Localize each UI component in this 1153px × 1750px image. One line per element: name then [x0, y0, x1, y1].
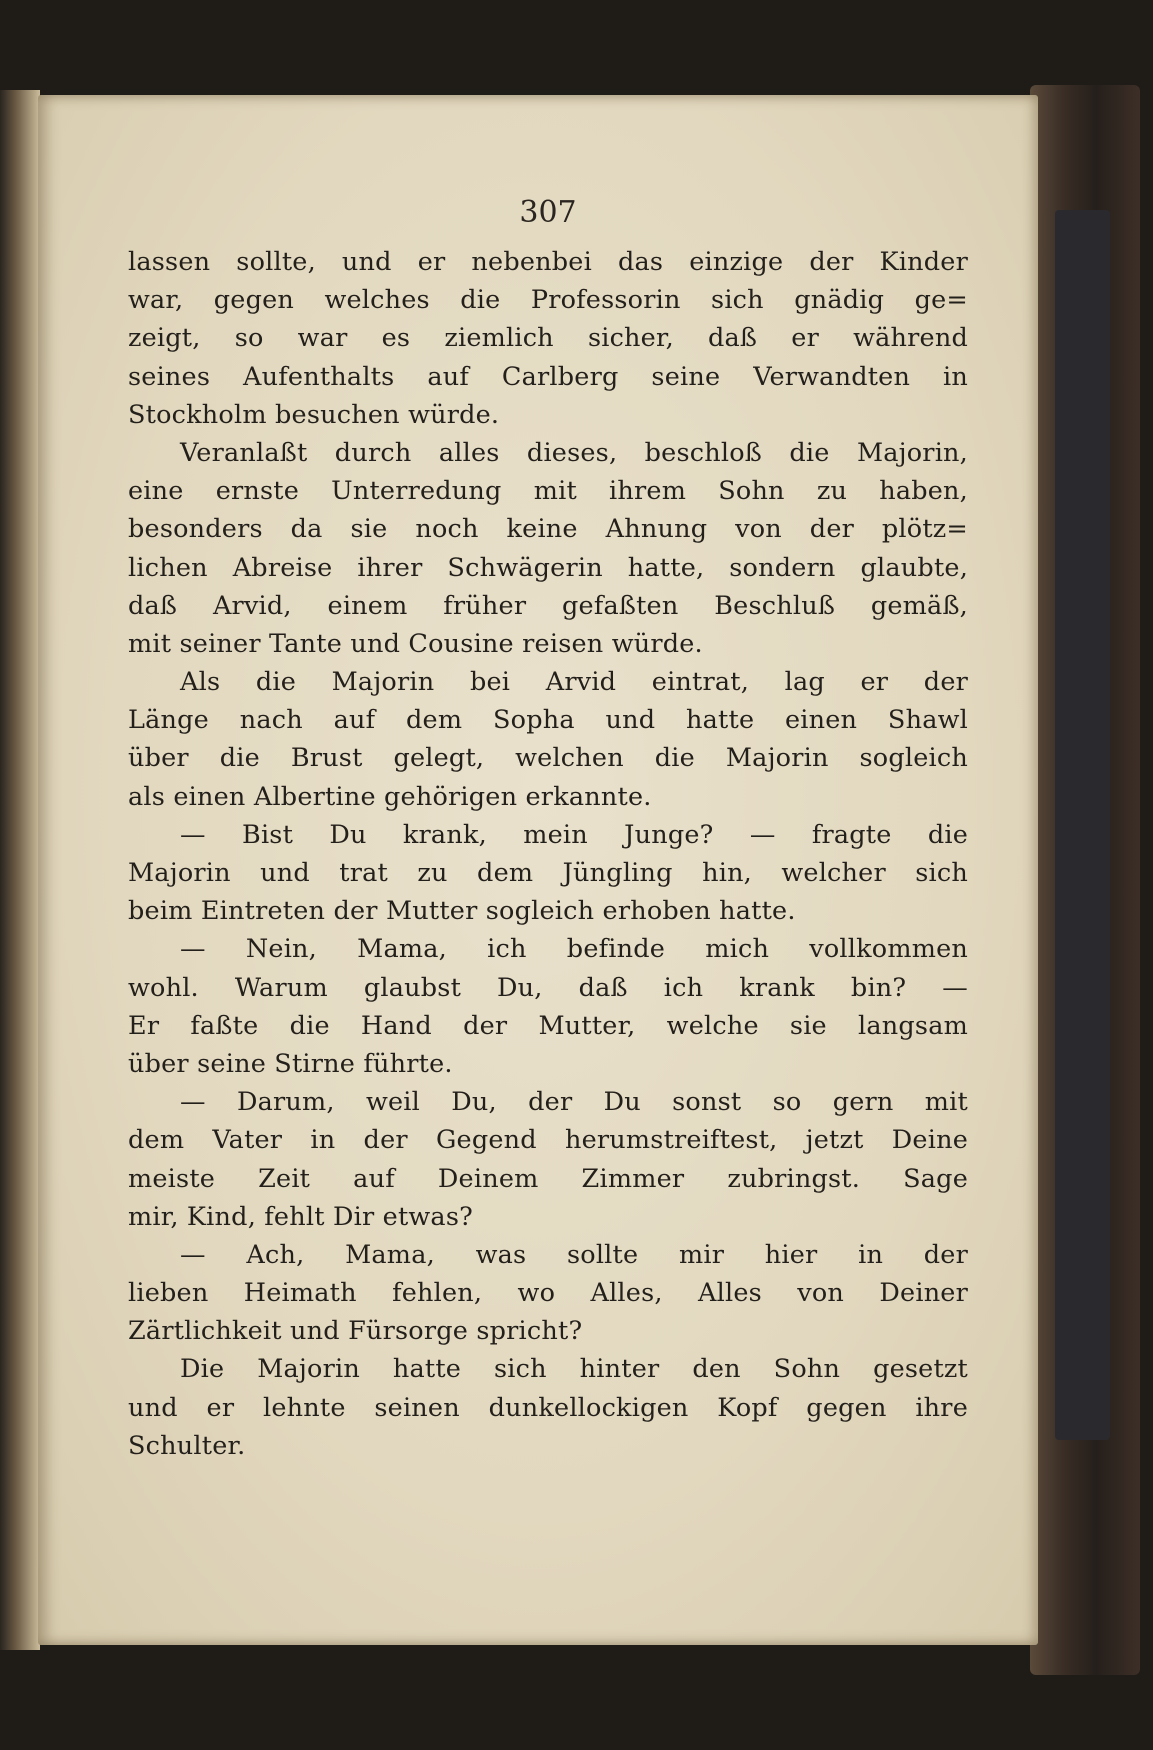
text-line: lichen Abreise ihrer Schwägerin hatte, sondern glaubte, — [128, 552, 968, 583]
text-line: besonders da sie noch keine Ahnung von der plötz= — [128, 514, 968, 545]
text-line: beim Eintreten der Mutter sogleich erhoben hatte. — [128, 896, 796, 927]
book-page — [38, 95, 1038, 1645]
text-line: — Bist Du krank, mein Junge? — fragte die — [180, 819, 968, 850]
left-book-edge — [0, 90, 40, 1650]
text-line: war, gegen welches die Professorin sich gnädig ge= — [128, 285, 968, 316]
text-line: dem Vater in der Gegend herumstreiftest, jetzt Deine — [128, 1125, 968, 1156]
text-line: Die Majorin hatte sich hinter den Sohn gesetzt — [180, 1354, 968, 1385]
text-line: zeigt, so war es ziemlich sicher, daß er während — [128, 323, 968, 354]
text-line: über die Brust gelegt, welchen die Majorin sogleich — [128, 743, 968, 774]
text-line: Länge nach auf dem Sopha und hatte einen Shawl — [128, 705, 968, 736]
text-line: mit seiner Tante und Cousine reisen würde. — [128, 628, 703, 659]
text-line: lassen sollte, und er nebenbei das einzige der Kinder — [128, 247, 968, 277]
page-text — [128, 243, 968, 1465]
text-line: seines Aufenthalts auf Carlberg seine Verwandten in — [128, 361, 968, 392]
text-line: Majorin und trat zu dem Jüngling hin, welcher sich — [128, 858, 968, 888]
text-line: — Ach, Mama, was sollte mir hier in der — [180, 1239, 968, 1270]
text-line: — Darum, weil Du, der Du sonst so gern mit — [180, 1087, 968, 1118]
page-number: 307 — [519, 195, 577, 230]
text-line: über seine Stirne führte. — [128, 1048, 453, 1079]
text-line: als einen Albertine gehörigen erkannte. — [128, 781, 652, 812]
text-line: daß Arvid, einem früher gefaßten Beschluß gemäß, — [128, 590, 968, 621]
text-line: — Nein, Mama, ich befinde mich vollkommen — [180, 934, 968, 965]
text-line: Veranlaßt durch alles dieses, beschloß die Majorin, — [180, 437, 968, 468]
text-line: Schulter. — [128, 1430, 246, 1461]
text-line: Stockholm besuchen würde. — [128, 399, 500, 430]
text-line: eine ernste Unterredung mit ihrem Sohn zu haben, — [128, 476, 968, 507]
text-line: Zärtlichkeit und Fürsorge spricht? — [128, 1316, 583, 1347]
text-line: lieben Heimath fehlen, wo Alles, Alles von Deiner — [128, 1278, 968, 1309]
text-line: Er faßte die Hand der Mutter, welche sie langsam — [128, 1010, 968, 1041]
text-line: und er lehnte seinen dunkellockigen Kopf gegen ihre — [128, 1392, 968, 1423]
book-spine — [1055, 210, 1110, 1440]
text-line: meiste Zeit auf Deinem Zimmer zubringst. Sage — [128, 1163, 968, 1194]
text-line: mir, Kind, fehlt Dir etwas? — [128, 1201, 473, 1232]
text-line: wohl. Warum glaubst Du, daß ich krank bin? — — [128, 972, 968, 1003]
text-line: Als die Majorin bei Arvid eintrat, lag er der — [180, 667, 968, 698]
